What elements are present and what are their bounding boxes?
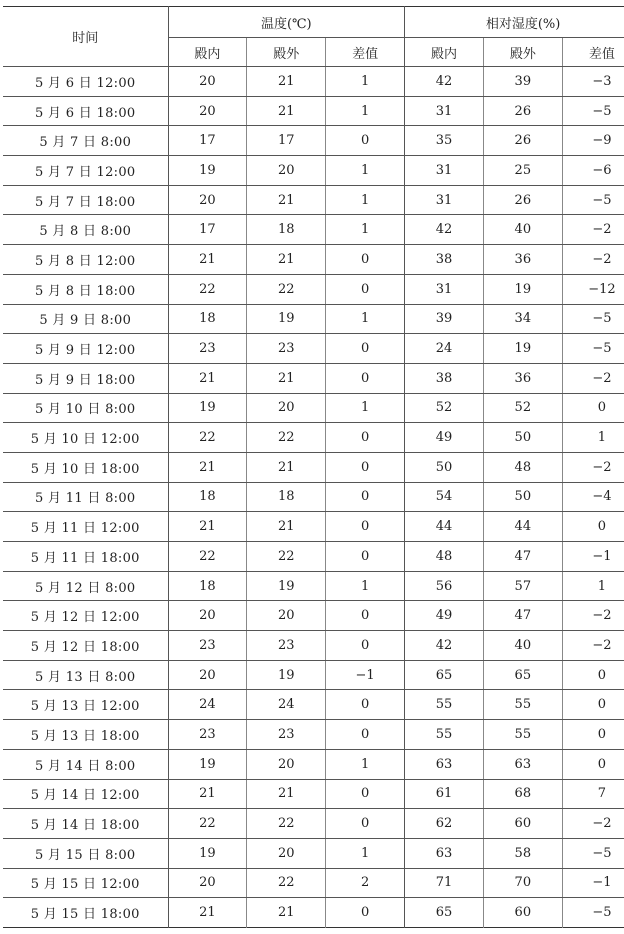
hum-diff-cell: −2 [562,452,624,482]
hum-diff-cell: −2 [562,363,624,393]
hum-outside-cell: 50 [483,423,562,453]
temp-diff-cell: 0 [326,690,405,720]
hum-diff-cell: 1 [562,423,624,453]
hum-diff-cell: 0 [562,749,624,779]
time-cell: 5 月 9 日 18:00 [3,363,168,393]
hum-outside-cell: 40 [483,631,562,661]
hum-inside-cell: 42 [405,215,484,245]
hum-diff-cell: 1 [562,571,624,601]
temp-diff-cell: 1 [326,96,405,126]
hum-diff-cell: −2 [562,809,624,839]
table-row [3,690,624,720]
hum-inside-cell: 71 [405,868,484,898]
temp-outside-cell: 18 [247,482,326,512]
temp-outside-cell: 21 [247,363,326,393]
temp-inside-cell: 24 [168,690,247,720]
hum-diff-cell: −1 [562,868,624,898]
hum-inside-cell: 24 [405,334,484,364]
table-row [3,898,624,928]
table-row [3,809,624,839]
time-cell: 5 月 11 日 8:00 [3,482,168,512]
temp-diff-cell: 0 [326,334,405,364]
temp-diff-cell: 0 [326,631,405,661]
table-row [3,571,624,601]
temp-outside-cell: 22 [247,809,326,839]
hum-inside-cell: 38 [405,245,484,275]
temp-inside-cell: 21 [168,512,247,542]
time-cell: 5 月 9 日 12:00 [3,334,168,364]
hum-diff-cell: −2 [562,245,624,275]
hum-diff-cell: −5 [562,185,624,215]
hum-inside-cell: 42 [405,67,484,97]
time-cell: 5 月 11 日 12:00 [3,512,168,542]
temp-inside-cell: 18 [168,304,247,334]
temp-outside-header: 殿外 [247,38,326,67]
hum-outside-cell: 47 [483,542,562,572]
temp-outside-cell: 21 [247,96,326,126]
hum-diff-cell: −3 [562,67,624,97]
hum-diff-cell: 0 [562,720,624,750]
temp-outside-cell: 17 [247,126,326,156]
hum-inside-cell: 48 [405,542,484,572]
table-body [3,67,624,928]
table-row [3,720,624,750]
time-cell: 5 月 15 日 18:00 [3,898,168,928]
hum-inside-cell: 44 [405,512,484,542]
temp-diff-cell: 0 [326,809,405,839]
table-row [3,452,624,482]
temp-outside-cell: 24 [247,690,326,720]
hum-outside-cell: 40 [483,215,562,245]
hum-outside-cell: 68 [483,779,562,809]
hum-diff-cell: 0 [562,660,624,690]
table-row [3,334,624,364]
hum-diff-cell: −4 [562,482,624,512]
table-row [3,215,624,245]
temp-inside-cell: 21 [168,779,247,809]
hum-outside-cell: 58 [483,838,562,868]
hum-diff-header: 差值 [562,38,624,67]
temp-diff-cell: 1 [326,838,405,868]
temp-diff-cell: 0 [326,482,405,512]
table-row [3,868,624,898]
temp-inside-cell: 23 [168,334,247,364]
temp-inside-cell: 23 [168,631,247,661]
hum-outside-cell: 36 [483,245,562,275]
temp-outside-cell: 23 [247,631,326,661]
time-cell: 5 月 13 日 12:00 [3,690,168,720]
temp-inside-cell: 23 [168,720,247,750]
hum-diff-cell: −5 [592,905,612,921]
hum-diff-cell: 0 [562,690,624,720]
time-cell: 5 月 7 日 12:00 [3,156,168,186]
temp-outside-cell: 18 [247,215,326,245]
temperature-humidity-table [3,6,624,928]
temp-outside-cell: 20 [247,749,326,779]
time-cell: 5 月 14 日 8:00 [3,749,168,779]
hum-outside-cell: 39 [483,67,562,97]
hum-diff-cell: −2 [562,631,624,661]
temp-diff-cell: 0 [326,274,405,304]
table-row [3,245,624,275]
table-row [3,512,624,542]
temp-diff-cell: 1 [326,749,405,779]
temp-diff-cell: 1 [326,156,405,186]
hum-diff-cell: 0 [562,512,624,542]
table-row [3,304,624,334]
hum-inside-cell: 65 [405,898,484,928]
hum-outside-cell: 36 [483,363,562,393]
temp-diff-cell: 0 [326,512,405,542]
hum-outside-cell: 44 [483,512,562,542]
temp-outside-cell: 21 [247,779,326,809]
hum-diff-cell: −12 [562,274,624,304]
time-cell: 5 月 14 日 12:00 [3,779,168,809]
temp-outside-cell: 22 [247,542,326,572]
temp-diff-cell: 2 [326,868,405,898]
temp-outside-cell: 19 [247,304,326,334]
hum-diff-cell: −9 [562,126,624,156]
temp-diff-cell: 0 [326,720,405,750]
temp-inside-cell: 17 [168,126,247,156]
hum-diff-cell: −2 [562,215,624,245]
temperature-group-header: 温度(℃) [168,7,405,38]
hum-inside-cell: 55 [405,720,484,750]
temp-diff-cell: 0 [326,779,405,809]
temp-diff-cell: 1 [326,571,405,601]
temp-outside-cell: 21 [247,898,326,928]
time-cell: 5 月 7 日 18:00 [3,185,168,215]
table-row [3,67,624,97]
hum-outside-cell: 52 [483,393,562,423]
temp-outside-cell: 23 [247,334,326,364]
temp-outside-cell: 19 [247,660,326,690]
hum-outside-cell: 60 [483,809,562,839]
table-row [3,126,624,156]
time-cell: 5 月 7 日 8:00 [3,126,168,156]
humidity-group-header: 相对湿度(%) [405,7,624,38]
temp-outside-cell: 22 [247,274,326,304]
temp-diff-cell: 0 [326,542,405,572]
hum-inside-cell: 49 [405,601,484,631]
hum-inside-cell: 63 [405,838,484,868]
hum-outside-cell: 60 [483,898,562,928]
time-cell: 5 月 9 日 8:00 [3,304,168,334]
time-cell: 5 月 12 日 12:00 [3,601,168,631]
hum-diff-cell: −5 [562,334,624,364]
table-row [3,156,624,186]
temp-inside-cell: 20 [168,601,247,631]
table-row [3,423,624,453]
temp-outside-cell: 20 [247,393,326,423]
temp-outside-cell: 23 [247,720,326,750]
hum-outside-cell: 26 [483,126,562,156]
table-row [3,393,624,423]
temp-inside-cell: 18 [168,482,247,512]
temp-diff-cell: 0 [326,245,405,275]
hum-inside-cell: 35 [405,126,484,156]
time-cell: 5 月 13 日 18:00 [3,720,168,750]
hum-inside-cell: 42 [405,631,484,661]
hum-diff-cell: −2 [562,601,624,631]
hum-outside-cell: 34 [483,304,562,334]
table-row [3,838,624,868]
time-cell: 5 月 15 日 8:00 [3,838,168,868]
temp-outside-cell: 22 [247,868,326,898]
time-cell: 5 月 8 日 12:00 [3,245,168,275]
temp-inside-cell: 22 [168,809,247,839]
table-row [3,274,624,304]
temp-inside-cell: 22 [168,423,247,453]
hum-inside-cell: 55 [405,690,484,720]
hum-outside-cell: 55 [483,690,562,720]
temp-inside-cell: 20 [168,67,247,97]
table-row [3,96,624,126]
hum-outside-cell: 19 [483,274,562,304]
hum-inside-cell: 49 [405,423,484,453]
hum-outside-cell: 70 [483,868,562,898]
table-row [3,749,624,779]
hum-inside-cell: 38 [405,363,484,393]
table-row [3,631,624,661]
hum-outside-cell: 47 [483,601,562,631]
temp-inside-cell: 21 [168,452,247,482]
temp-outside-cell: 20 [247,156,326,186]
temp-inside-cell: 20 [168,96,247,126]
hum-diff-cell: −5 [562,838,624,868]
time-cell: 5 月 8 日 18:00 [3,274,168,304]
time-cell: 5 月 8 日 8:00 [3,215,168,245]
temp-outside-cell: 19 [247,571,326,601]
hum-inside-cell: 31 [405,96,484,126]
temp-diff-cell: 1 [326,67,405,97]
temp-outside-cell: 22 [247,423,326,453]
temp-inside-cell: 21 [168,898,247,928]
table-row [3,660,624,690]
temp-diff-cell: 0 [326,452,405,482]
hum-inside-cell: 52 [405,393,484,423]
temp-outside-cell: 21 [247,185,326,215]
hum-diff-cell: −5 [562,96,624,126]
hum-diff-cell: −5 [562,304,624,334]
temp-diff-cell: −1 [326,660,405,690]
hum-outside-header: 殿外 [483,38,562,67]
hum-inside-header: 殿内 [405,38,484,67]
temp-inside-cell: 20 [168,185,247,215]
temp-diff-cell: 0 [326,423,405,453]
time-cell: 5 月 13 日 8:00 [3,660,168,690]
time-cell: 5 月 11 日 18:00 [3,542,168,572]
temp-outside-cell: 20 [247,838,326,868]
temp-inside-cell: 20 [168,868,247,898]
table-row [3,482,624,512]
temp-diff-cell: 0 [326,601,405,631]
time-cell: 5 月 12 日 8:00 [3,571,168,601]
table-row [3,779,624,809]
hum-outside-cell: 26 [483,185,562,215]
time-cell: 5 月 10 日 18:00 [3,452,168,482]
time-cell: 5 月 10 日 12:00 [3,423,168,453]
table-header [3,7,624,67]
temp-diff-cell: 0 [326,898,405,928]
table-row [3,185,624,215]
temp-outside-cell: 21 [247,512,326,542]
hum-diff-cell: −6 [562,156,624,186]
time-cell: 5 月 12 日 18:00 [3,631,168,661]
temp-outside-cell: 21 [247,245,326,275]
hum-outside-cell: 65 [483,660,562,690]
temp-inside-cell: 19 [168,838,247,868]
temp-inside-cell: 22 [168,274,247,304]
temp-diff-cell: 0 [326,126,405,156]
hum-outside-cell: 63 [483,749,562,779]
temp-inside-cell: 21 [168,245,247,275]
temp-diff-cell: 1 [326,304,405,334]
hum-outside-cell: 50 [483,482,562,512]
hum-diff-cell: 0 [562,393,624,423]
temp-diff-cell: 1 [326,185,405,215]
hum-diff-cell: −1 [562,542,624,572]
temp-inside-cell: 21 [168,363,247,393]
hum-inside-cell: 39 [405,304,484,334]
hum-inside-cell: 63 [405,749,484,779]
time-column-header: 时间 [3,7,168,67]
hum-outside-cell: 25 [483,156,562,186]
hum-inside-cell: 31 [405,156,484,186]
temp-diff-cell: 1 [326,393,405,423]
temp-inside-cell: 22 [168,542,247,572]
hum-outside-cell: 26 [483,96,562,126]
temp-outside-cell: 21 [247,67,326,97]
hum-outside-cell: 48 [483,452,562,482]
temp-outside-cell: 21 [247,452,326,482]
table-row [3,601,624,631]
time-cell: 5 月 6 日 18:00 [3,96,168,126]
hum-inside-cell: 31 [405,274,484,304]
temp-inside-cell: 17 [168,215,247,245]
hum-inside-cell: 54 [405,482,484,512]
temp-outside-cell: 20 [247,601,326,631]
temp-diff-cell: 0 [326,363,405,393]
table-row [3,363,624,393]
temp-inside-header: 殿内 [168,38,247,67]
time-cell: 5 月 14 日 18:00 [3,809,168,839]
time-cell: 5 月 15 日 12:00 [3,868,168,898]
temp-inside-cell: 19 [168,749,247,779]
time-cell: 5 月 6 日 12:00 [3,67,168,97]
time-cell: 5 月 10 日 8:00 [3,393,168,423]
hum-outside-cell: 57 [483,571,562,601]
table-row [3,542,624,572]
header-row-groups [3,7,624,38]
hum-inside-cell: 31 [405,185,484,215]
hum-outside-cell: 55 [483,720,562,750]
hum-inside-cell: 61 [405,779,484,809]
temp-inside-cell: 18 [168,571,247,601]
hum-inside-cell: 65 [405,660,484,690]
hum-inside-cell: 62 [405,809,484,839]
temp-inside-cell: 19 [168,393,247,423]
temp-inside-cell: 19 [168,156,247,186]
hum-diff-cell: 7 [562,779,624,809]
hum-outside-cell: 19 [483,334,562,364]
temp-inside-cell: 20 [168,660,247,690]
temp-diff-header: 差值 [326,38,405,67]
temp-diff-cell: 1 [326,215,405,245]
hum-inside-cell: 56 [405,571,484,601]
hum-inside-cell: 50 [405,452,484,482]
